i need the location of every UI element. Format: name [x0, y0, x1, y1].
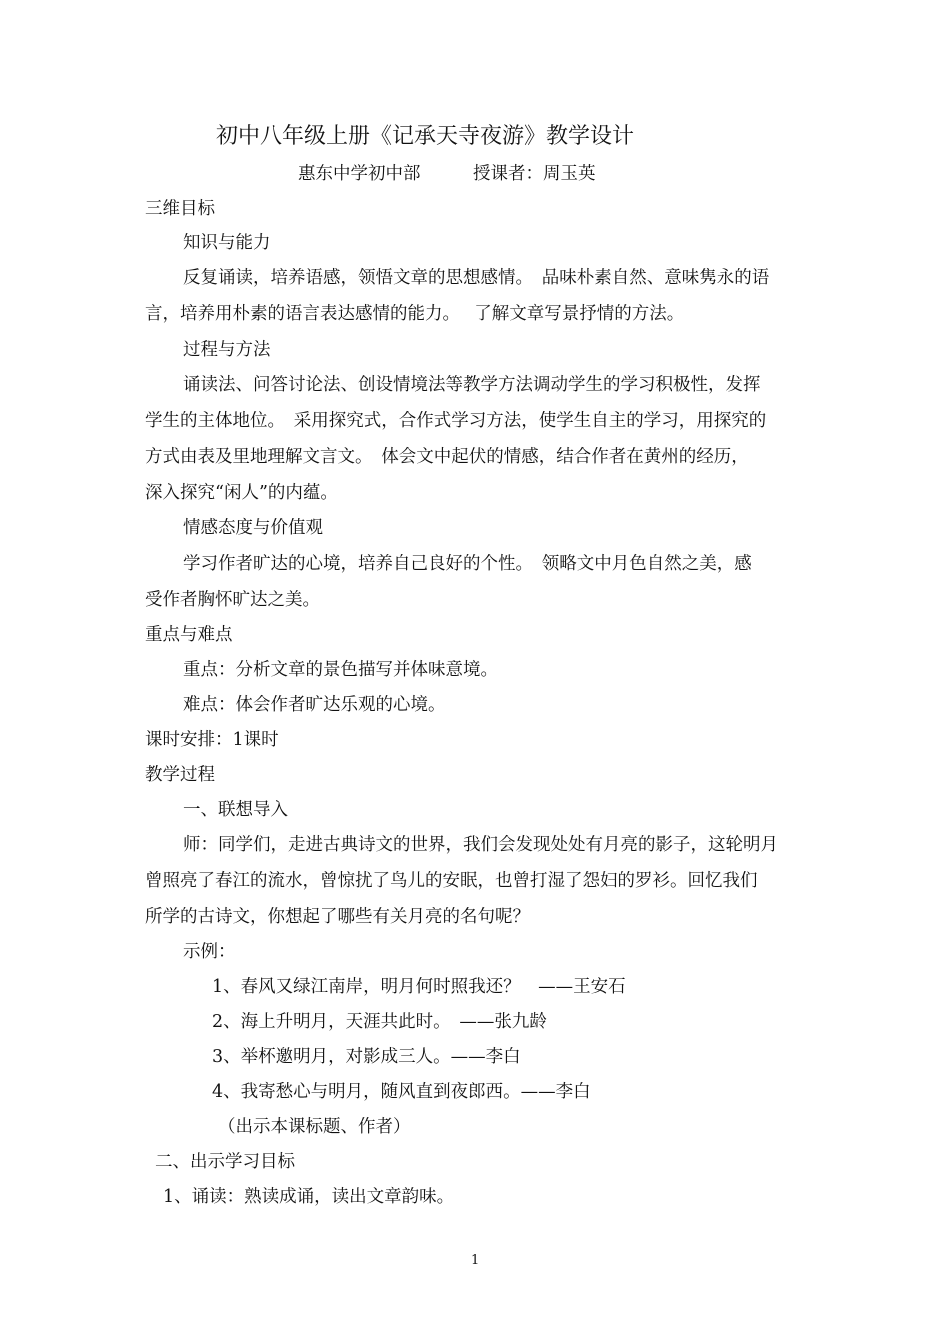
- paragraph-line: 曾照亮了春江的流水，曾惊扰了鸟儿的安眠，也曾打湿了怨妇的罗衫。回忆我们: [145, 871, 758, 891]
- list-item: 3、举杯邀明月，对影成三人。——李白: [212, 1047, 521, 1067]
- section-heading: 二、出示学习目标: [155, 1152, 295, 1172]
- section-heading: 教学过程: [145, 765, 215, 785]
- paragraph-line: 学生的主体地位。 采用探究式，合作式学习方法，使学生自主的学习，用探究的: [145, 411, 767, 431]
- list-item: 2、海上升明月，天涯共此时。 ——张九龄: [212, 1012, 547, 1032]
- paragraph-line: 示例：: [183, 942, 236, 962]
- paragraph-line: 反复诵读，培养语感，领悟文章的思想感情。 品味朴素自然、意味隽永的语: [183, 268, 770, 288]
- subsection-heading: 过程与方法: [183, 340, 271, 360]
- paragraph-line: 深入探究“闲人”的内蕴。: [145, 483, 338, 503]
- paragraph-line: （出示本课标题、作者）: [218, 1117, 411, 1137]
- page-number: 1: [471, 1253, 480, 1268]
- subsection-heading: 一、联想导入: [183, 800, 288, 820]
- list-item: 4、我寄愁心与明月，随风直到夜郎西。——李白: [212, 1082, 591, 1102]
- paragraph-line: 重点：分析文章的景色描写并体味意境。: [183, 660, 498, 680]
- paragraph-line: 难点：体会作者旷达乐观的心境。: [183, 695, 446, 715]
- paragraph-line: 学习作者旷达的心境，培养自己良好的个性。 领略文中月色自然之美，感: [183, 554, 752, 574]
- page-title: 初中八年级上册《记承天寺夜游》教学设计: [216, 124, 635, 149]
- author-line: 惠东中学初中部 授课者：周玉英: [298, 164, 596, 184]
- section-heading: 重点与难点: [145, 625, 233, 645]
- paragraph-line: 言，培养用朴素的语言表达感情的能力。 了解文章写景抒情的方法。: [145, 304, 685, 324]
- section-heading: 课时安排：1课时: [145, 730, 279, 750]
- paragraph-line: 受作者胸怀旷达之美。: [145, 590, 320, 610]
- paragraph-line: 诵读法、问答讨论法、创设情境法等教学方法调动学生的学习积极性，发挥: [183, 375, 761, 395]
- paragraph-line: 方式由表及里地理解文言文。 体会文中起伏的情感，结合作者在黄州的经历，: [145, 447, 749, 467]
- section-heading: 三维目标: [145, 199, 215, 219]
- subsection-heading: 情感态度与价值观: [183, 518, 323, 538]
- list-item: 1、春风又绿江南岸，明月何时照我还？ ——王安石: [212, 977, 626, 997]
- subsection-heading: 知识与能力: [183, 233, 271, 253]
- paragraph-line: 所学的古诗文，你想起了哪些有关月亮的名句呢？: [145, 907, 530, 927]
- list-item: 1、诵读：熟读成诵，读出文章韵味。: [163, 1187, 455, 1207]
- paragraph-line: 师：同学们，走进古典诗文的世界，我们会发现处处有月亮的影子，这轮明月: [183, 835, 778, 855]
